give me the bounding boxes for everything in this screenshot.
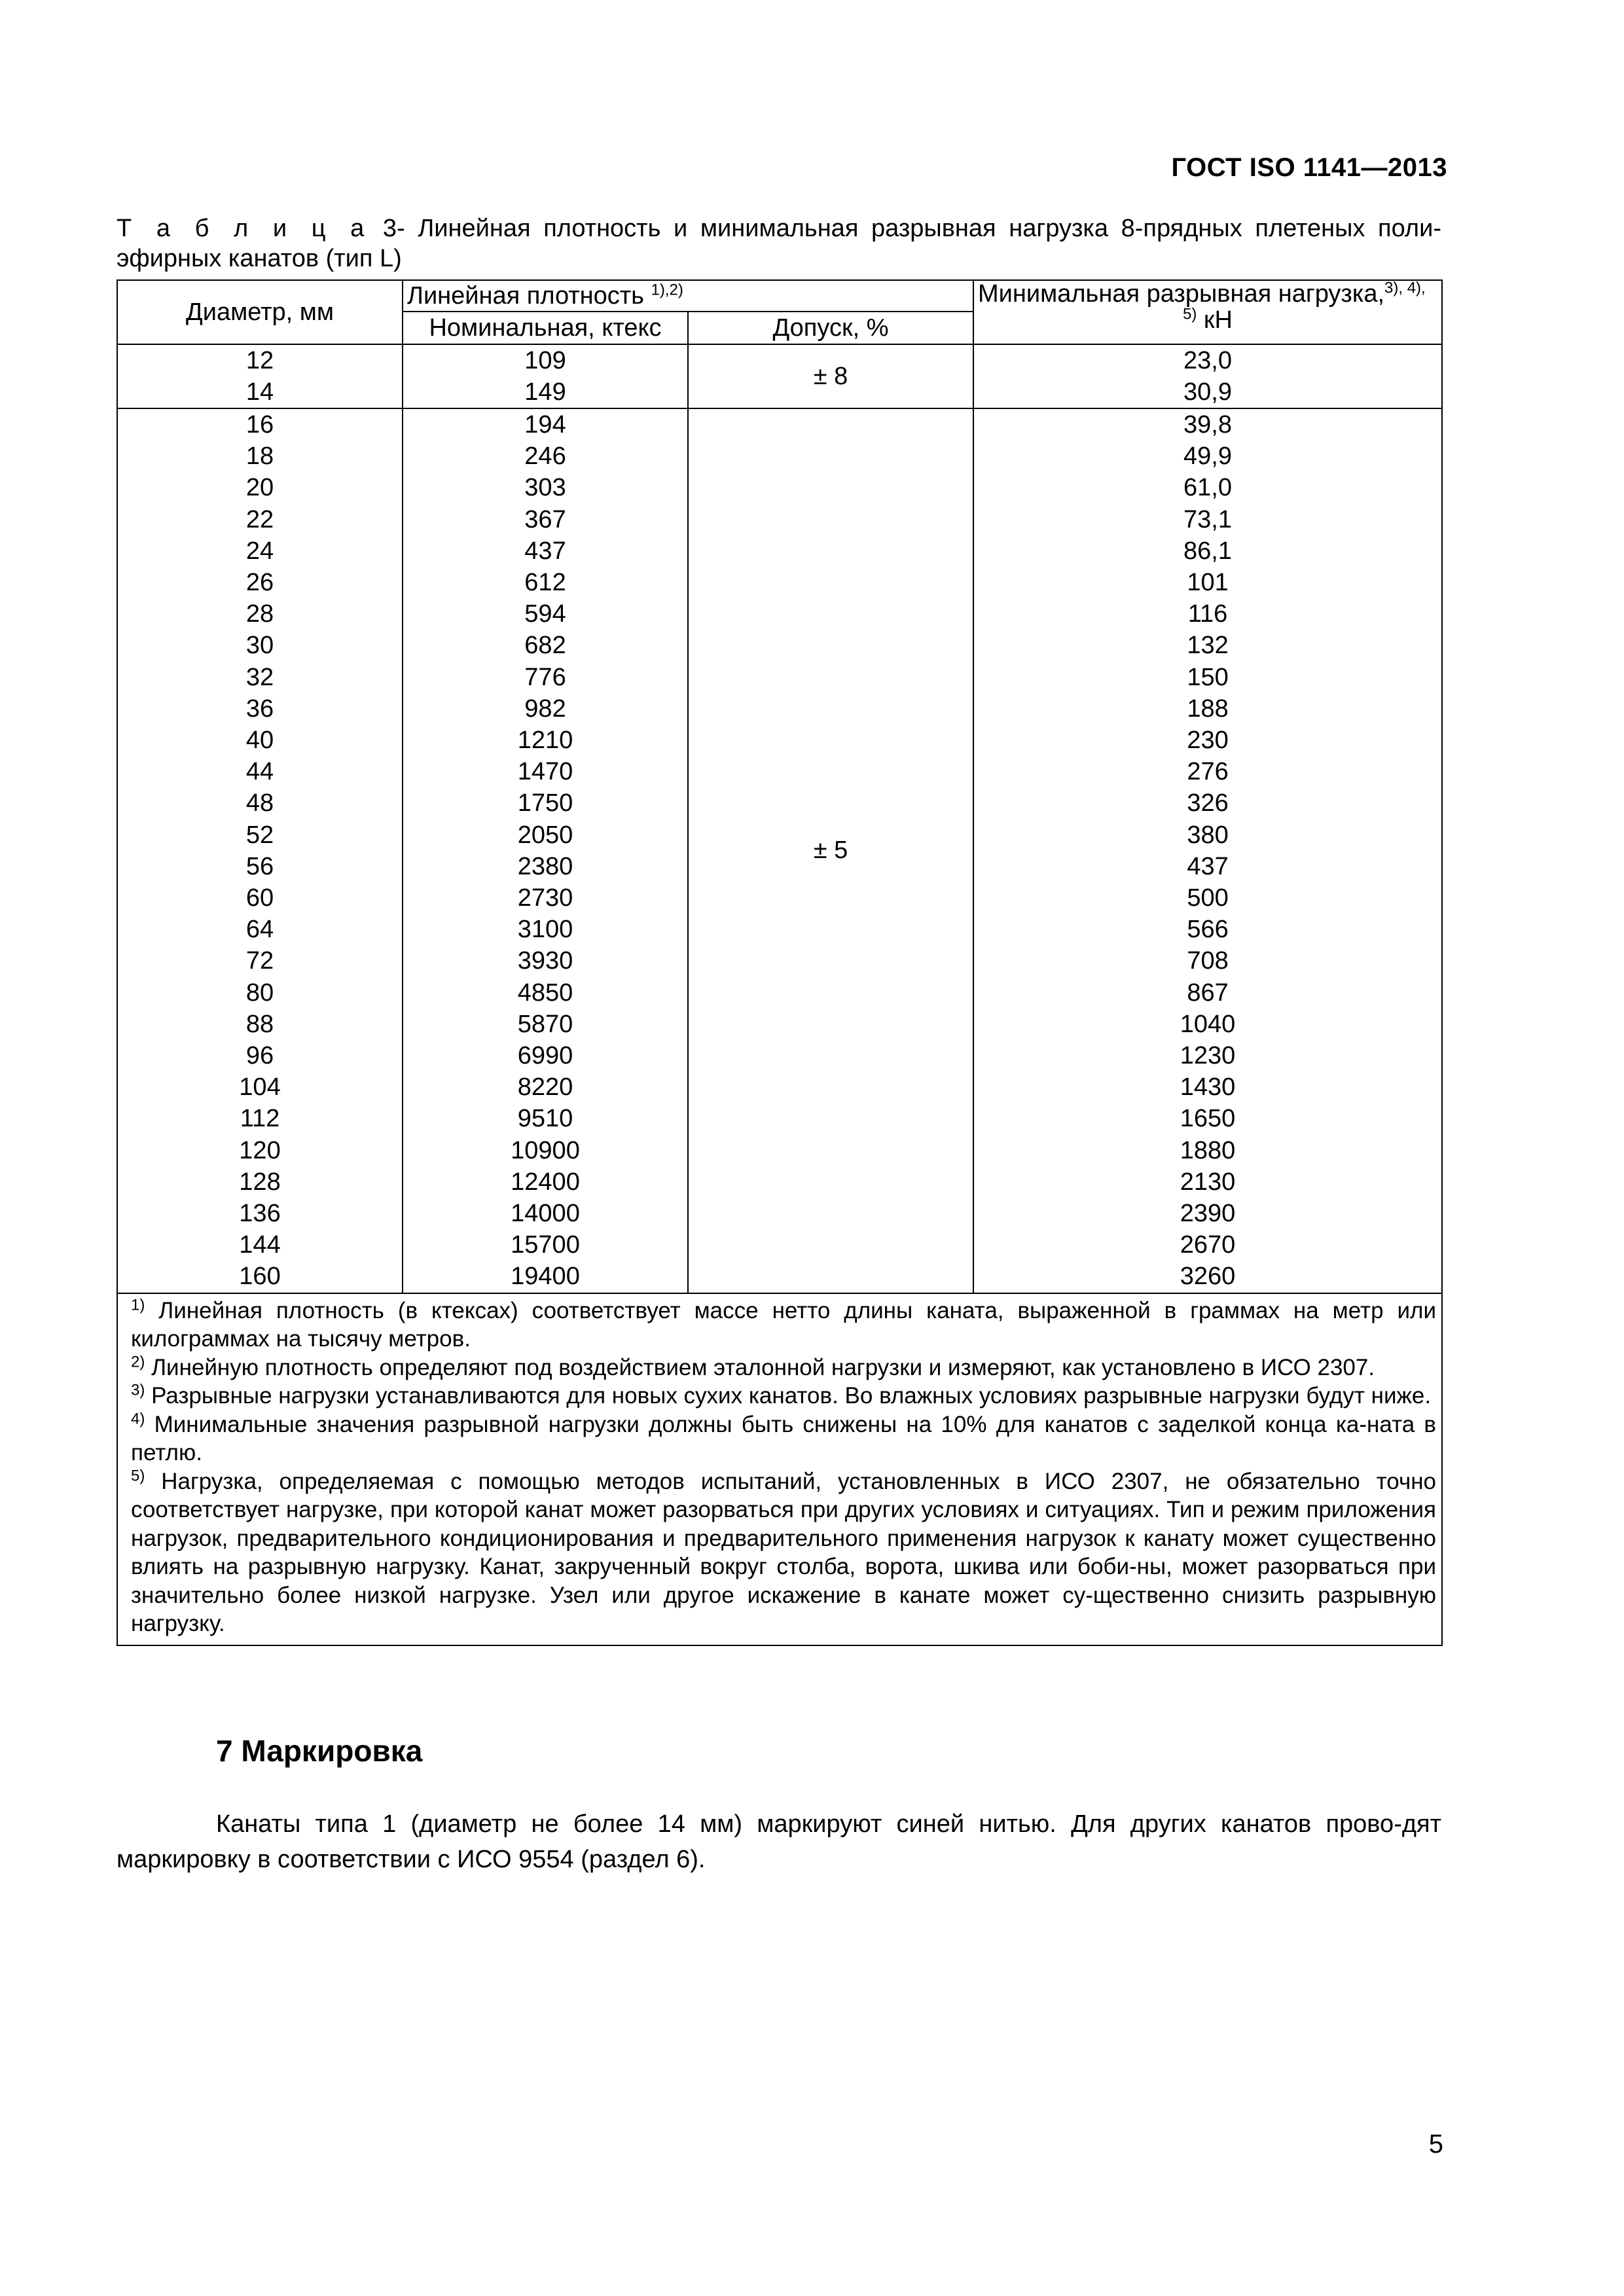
table-value: 1230 [1180,1042,1236,1070]
note-4: $^{4)}$ Минимальные значения разрывной нагрузки должны быть снижены на 10% для канатов с заделкой конца ка-ната в петлю. [131,1410,1437,1466]
header-tolerance: Допуск, % [688,312,973,344]
table-value: 136 [239,1200,281,1228]
table-caption-text: 3- Линейная плотность и минимальная разрывная нагрузка 8-прядных плетеных поли-эфирных канатов (тип L) [117,215,1441,272]
table-value: 1880 [1180,1136,1236,1164]
table-value: 96 [245,1042,274,1070]
table-value: 230 [1187,726,1229,755]
table-value: 2730 [517,884,573,912]
table-value: 48 [245,789,274,817]
tolerance-cell: ± 8 [688,344,973,408]
tolerance-cell: ± 5 [688,408,973,1293]
table-value: 276 [1187,758,1229,786]
table-value: 6990 [517,1042,573,1070]
table-value: 28 [245,600,274,628]
table-value: 437 [524,537,566,565]
table-value: 104 [239,1073,281,1102]
table-value: 982 [524,694,566,723]
table-value: 246 [524,442,566,471]
nominal-cell: 109 149 [403,344,688,408]
table-value: 1470 [517,758,573,786]
table-row-group-1 [117,344,1442,408]
table-value: 566 [1187,916,1229,944]
table-value: 303 [524,474,566,502]
table-value: 52 [245,821,274,849]
table-value: 18 [245,442,274,471]
table-value: 39,8 [1183,411,1232,439]
table-value: 132 [1187,632,1229,660]
table-value: 1650 [1180,1105,1236,1133]
table-value: 22 [245,505,274,533]
table-value: 10900 [511,1136,580,1164]
table-value: 64 [245,916,274,944]
table-value: 3930 [517,947,573,975]
table-value: 2050 [517,821,573,849]
table-value: 88 [245,1010,274,1038]
table-value: 160 [239,1263,281,1291]
table-value: 682 [524,632,566,660]
table-value: 49,9 [1183,442,1232,471]
table-value: 2380 [517,852,573,880]
table-value: 16 [245,411,274,439]
note-5: $^{5)}$ Нагрузка, определяемая с помощью методов испытаний, установленных в ИСО 2307, не обязательно точно соответствует нагрузке, при которой канат может разорваться при других условиях и ситуациях. Тип и режим приложения нагрузок, предварительного кондиционирования и предварительного применения нагрузок к канату может существенно влиять на разрывную нагрузку. Канат, закрученный вокруг столба, ворота, шкива или боби-ны, может разорваться при значительно более низкой нагрузке. Узел или другое искажение в канате может су-щественно снизить разрывную нагрузку. [131,1467,1437,1637]
table-value: 8220 [517,1073,573,1102]
table-value: 24 [245,537,274,565]
table-value: 20 [245,474,274,502]
table-value: 112 [240,1105,280,1133]
table-notes [117,1293,1442,1645]
header-diameter: Диаметр, мм [117,280,403,344]
table-caption [117,213,1441,274]
table-value: 36 [245,694,274,723]
table-value: 500 [1187,884,1229,912]
breaking-load-cell [973,408,1442,1293]
table-value: 3100 [517,916,573,944]
table-value: 86,1 [1183,537,1232,565]
diameter-cell: 12 14 [117,344,403,408]
table-value: 188 [1187,694,1229,723]
table-value: 15700 [511,1231,580,1259]
table-value: 116 [1187,600,1228,628]
rope-properties-table [117,279,1443,1646]
table-value: 612 [524,569,566,597]
table-value: 72 [245,947,274,975]
table-value: 194 [524,411,566,439]
table-value: 2390 [1180,1200,1236,1228]
table-value: 708 [1187,947,1229,975]
table-value: 40 [245,726,274,755]
table-value: 1040 [1180,1010,1236,1038]
table-value: 150 [1187,663,1229,691]
table-value: 2130 [1180,1168,1236,1196]
header-linear-density: Линейная плотность $^{1),2)}$ [403,280,973,312]
header-nominal: Номинальная, ктекс [403,312,688,344]
table-value: 128 [239,1168,281,1196]
table-value: 326 [1187,789,1229,817]
table-value: 14000 [511,1200,580,1228]
table-value: 12400 [511,1168,580,1196]
document-code: ГОСТ ISO 1141—2013 [1171,153,1447,182]
table-value: 1210 [517,726,573,755]
header-breaking-load: Минимальная разрывная нагрузка,$^{3), 4),}$ $^{5)}$ кН [973,280,1442,344]
table-value: 61,0 [1183,474,1232,502]
note-2: $^{2)}$ Линейную плотность определяют под воздействием эталонной нагрузки и измеряют, как установлено в ИСО 2307. [131,1353,1375,1380]
table-value: 80 [245,978,274,1007]
table-value: 9510 [517,1105,573,1133]
table-value: 380 [1187,821,1229,849]
table-value: 3260 [1180,1263,1236,1291]
nominal-cell [403,408,688,1293]
note-3: $^{3)}$ Разрывные нагрузки устанавливаются для новых сухих канатов. Во влажных условиях разрывные нагрузки будут ниже. [131,1381,1432,1409]
table-value: 4850 [517,978,573,1007]
table-value: 73,1 [1183,505,1232,533]
table-value: 144 [239,1231,281,1259]
table-value: 367 [524,505,566,533]
table-value: 776 [524,663,566,691]
table-value: 1430 [1180,1073,1236,1102]
table-value: 867 [1187,978,1229,1007]
table-caption-label: Т а б л и ц а [117,215,370,242]
table-value: 1750 [517,789,573,817]
table-value: 26 [245,569,274,597]
page-number: 5 [1428,2130,1443,2159]
table-value: 5870 [517,1010,573,1038]
table-value: 44 [245,758,274,786]
table-row-group-2 [117,408,1442,1293]
table-value: 30 [245,632,274,660]
table-value: 594 [524,600,566,628]
table-value: 32 [245,663,274,691]
table-notes-row [117,1293,1442,1645]
table-value: 101 [1187,569,1229,597]
diameter-cell [117,408,403,1293]
note-1: $^{1)}$ Линейная плотность (в ктексах) соответствует массе нетто длины каната, выраженной в граммах на метр или килограммах на тысячу метров. [131,1296,1437,1352]
table-value: 19400 [511,1263,580,1291]
table-value: 2670 [1180,1231,1236,1259]
section-paragraph: Канаты типа 1 (диаметр не более 14 мм) маркируют синей нитью. Для других канатов прово-дят маркировку в соответствии с ИСО 9554 (раздел 6). [117,1810,1441,1873]
table-value: 56 [245,852,274,880]
breaking-load-cell: 23,0 30,9 [973,344,1442,408]
table-value: 437 [1187,852,1229,880]
table-value: 120 [239,1136,281,1164]
section-title: 7 Маркировка [216,1734,423,1768]
table-value: 60 [245,884,274,912]
